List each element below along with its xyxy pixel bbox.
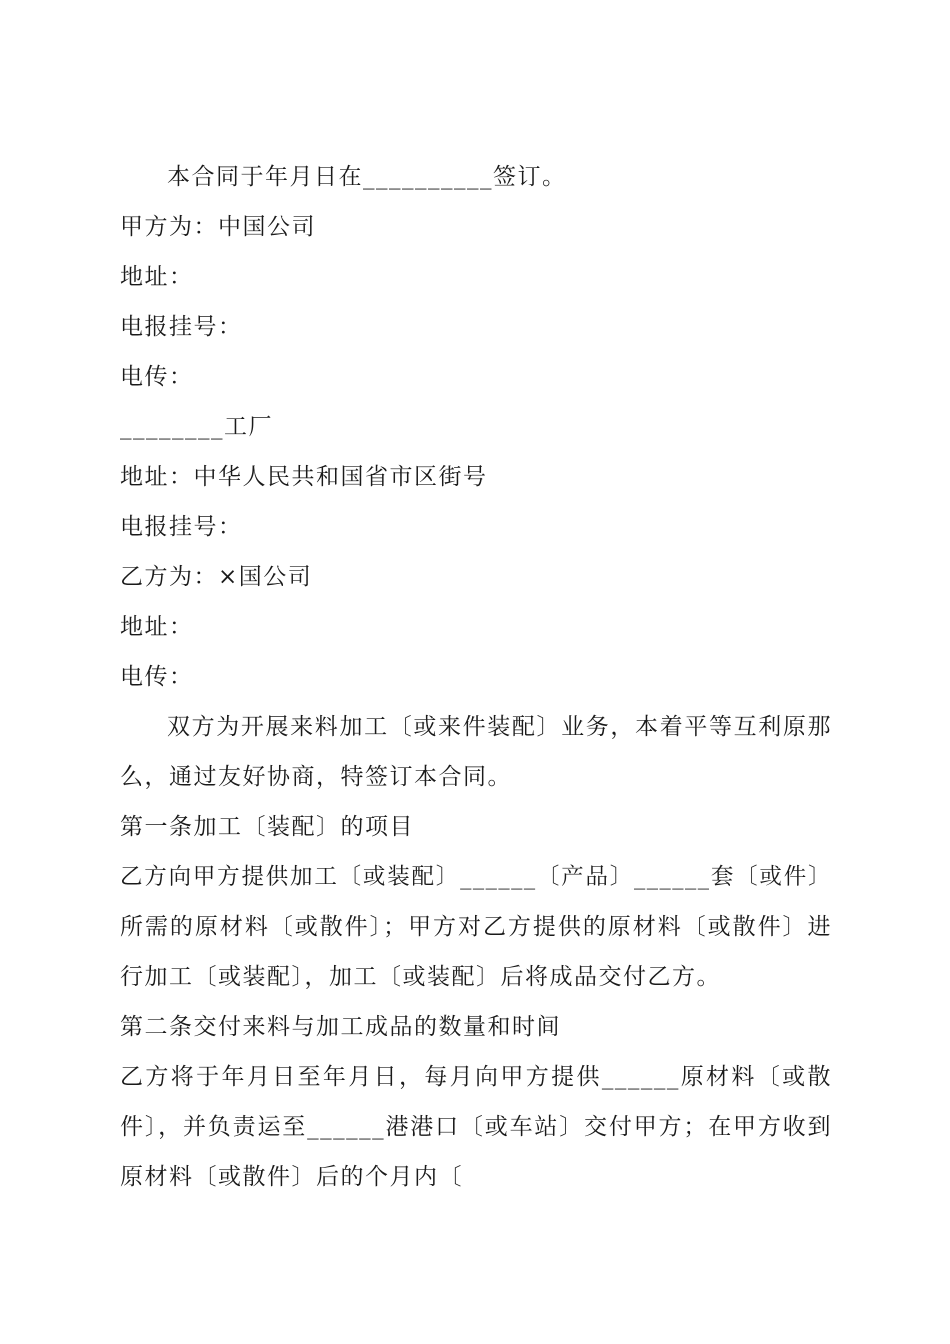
article-2-line-1: 乙方将于年月日至年月日，每月向甲方提供______原材料〔或散 (120, 1064, 832, 1090)
party-a-telex: 电传： (120, 364, 194, 390)
party-b-address: 地址： (120, 614, 194, 640)
article-1-line-2: 所需的原材料〔或散件〕；甲方对乙方提供的原材料〔或散件〕进 (120, 914, 832, 940)
party-b-name: 乙方为：×国公司 (120, 564, 313, 590)
preamble-line-1: 双方为开展来料加工〔或来件装配〕业务，本着平等互利原那 (167, 714, 832, 740)
factory-address: 地址：中华人民共和国省市区街号 (120, 464, 488, 490)
article-1-heading: 第一条加工〔装配〕的项目 (120, 814, 414, 840)
document-body (120, 152, 832, 1202)
article-2-line-2: 件〕，并负责运至______港港口〔或车站〕交付甲方；在甲方收到 (120, 1114, 832, 1140)
article-1-line-3: 行加工〔或装配〕，加工〔或装配〕后将成品交付乙方。 (120, 964, 721, 990)
party-a-address: 地址： (120, 264, 194, 290)
factory-name: ________工厂 (120, 414, 273, 440)
party-b-telex: 电传： (120, 664, 194, 690)
article-1-line-1: 乙方向甲方提供加工〔或装配〕______〔产品〕______套〔或件〕 (120, 864, 832, 890)
preamble-line-2: 么，通过友好协商，特签订本合同。 (120, 764, 512, 790)
party-a-name: 甲方为：中国公司 (120, 214, 316, 240)
article-2-line-3: 原材料〔或散件〕后的个月内〔 (120, 1164, 463, 1190)
factory-cable: 电报挂号： (120, 514, 243, 540)
article-2-heading: 第二条交付来料与加工成品的数量和时间 (120, 1014, 561, 1040)
contract-date-line: 本合同于年月日在__________签订。 (167, 164, 567, 190)
party-a-cable: 电报挂号： (120, 314, 243, 340)
